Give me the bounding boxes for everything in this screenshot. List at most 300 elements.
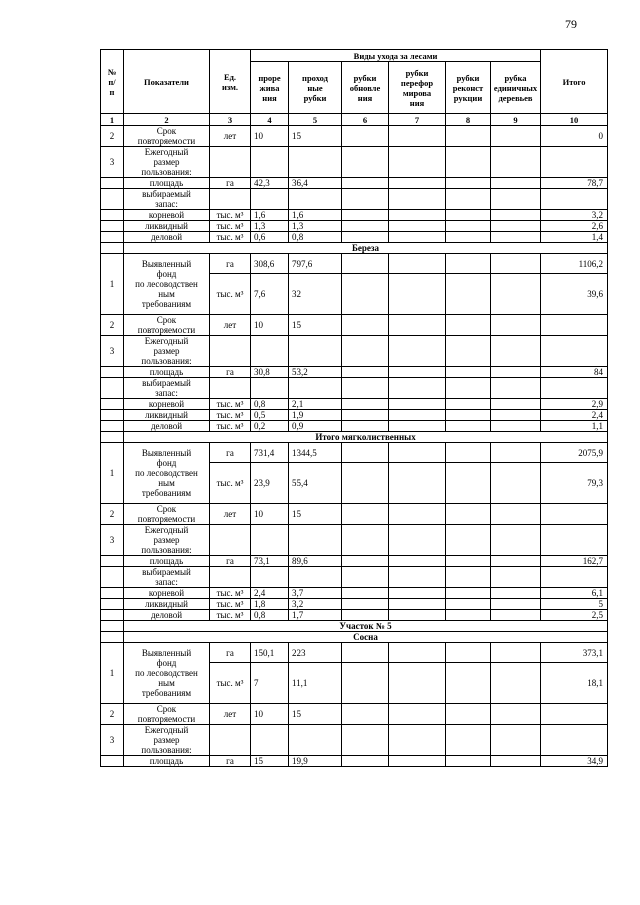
value-cell (289, 189, 342, 210)
value-cell: 19,9 (289, 756, 342, 767)
empty-cell (101, 432, 124, 443)
value-cell (342, 556, 389, 567)
total-cell: 2075,9 (541, 443, 608, 463)
value-cell (342, 421, 389, 432)
unit-cell: тыс. м³ (210, 463, 251, 504)
indicator-label: деловой (124, 421, 210, 432)
row-number (101, 232, 124, 243)
indicator-label: Выявленный фонд по лесоводствен ным требованиям (124, 254, 210, 315)
total-cell (541, 336, 608, 367)
indicator-label: выбираемый запас: (124, 378, 210, 399)
value-cell: 0,8 (289, 232, 342, 243)
value-cell (491, 421, 541, 432)
indicator-label: корневой (124, 399, 210, 410)
indicator-label: Ежегодный размер пользования: (124, 147, 210, 178)
row-number (101, 556, 124, 567)
row-number (101, 410, 124, 421)
indicator-label: Срок повторяемости (124, 504, 210, 525)
value-cell: 30,8 (251, 367, 289, 378)
col-number: 4 (251, 114, 289, 126)
value-cell: 42,3 (251, 178, 289, 189)
section-row (101, 632, 608, 643)
total-cell (541, 704, 608, 725)
table-row (101, 315, 608, 336)
table-row (101, 643, 608, 663)
table-row (101, 567, 608, 588)
value-cell (446, 336, 491, 367)
value-cell (342, 210, 389, 221)
header-type-thinning: проре жива ния (251, 62, 289, 114)
page-number: 79 (565, 17, 577, 31)
value-cell: 731,4 (251, 443, 289, 463)
value-cell: 797,6 (289, 254, 342, 274)
table-row (101, 254, 608, 274)
value-cell (491, 126, 541, 147)
indicator-label: деловой (124, 610, 210, 621)
header-unit: Ед. изм. (210, 50, 251, 114)
value-cell (289, 567, 342, 588)
value-cell (289, 147, 342, 178)
indicator-label: Срок повторяемости (124, 315, 210, 336)
unit-cell: га (210, 756, 251, 767)
indicator-label: Ежегодный размер пользования: (124, 525, 210, 556)
total-cell: 162,7 (541, 556, 608, 567)
row-number (101, 367, 124, 378)
value-cell (491, 178, 541, 189)
unit-cell: га (210, 178, 251, 189)
value-cell (446, 399, 491, 410)
value-cell (446, 610, 491, 621)
value-cell: 1344,5 (289, 443, 342, 463)
value-cell (491, 756, 541, 767)
value-cell (342, 378, 389, 399)
value-cell (389, 663, 446, 704)
row-number: 3 (101, 147, 124, 178)
value-cell (491, 274, 541, 315)
value-cell: 0,8 (251, 399, 289, 410)
section-title: Береза (124, 243, 608, 254)
value-cell (389, 410, 446, 421)
value-cell: 15 (289, 504, 342, 525)
value-cell (289, 525, 342, 556)
value-cell (342, 274, 389, 315)
table-row (101, 147, 608, 178)
section-row (101, 621, 608, 632)
row-number (101, 378, 124, 399)
value-cell (446, 463, 491, 504)
table-row (101, 556, 608, 567)
indicator-label: ликвидный (124, 221, 210, 232)
value-cell (342, 315, 389, 336)
value-cell (389, 399, 446, 410)
table-body (101, 126, 608, 767)
header-type-reformation: рубки перефор мирова ния (389, 62, 446, 114)
unit-cell: тыс. м³ (210, 663, 251, 704)
value-cell (342, 756, 389, 767)
value-cell: 10 (251, 504, 289, 525)
value-cell: 15 (289, 126, 342, 147)
value-cell (251, 525, 289, 556)
value-cell (491, 556, 541, 567)
table-row (101, 178, 608, 189)
row-number: 3 (101, 336, 124, 367)
row-number: 1 (101, 443, 124, 504)
header-num: № п/ п (101, 50, 124, 114)
unit-cell: лет (210, 504, 251, 525)
section-row (101, 243, 608, 254)
total-cell: 2,4 (541, 410, 608, 421)
unit-cell: тыс. м³ (210, 210, 251, 221)
value-cell (251, 567, 289, 588)
value-cell: 2,4 (251, 588, 289, 599)
table-row (101, 756, 608, 767)
value-cell (289, 378, 342, 399)
value-cell (491, 410, 541, 421)
value-cell (342, 410, 389, 421)
table-row (101, 189, 608, 210)
value-cell (446, 178, 491, 189)
unit-cell (210, 189, 251, 210)
value-cell (389, 643, 446, 663)
value-cell (491, 254, 541, 274)
value-cell: 7 (251, 663, 289, 704)
indicator-label: Срок повторяемости (124, 126, 210, 147)
value-cell: 10 (251, 126, 289, 147)
table-row (101, 410, 608, 421)
section-title: Участок № 5 (124, 621, 608, 632)
indicator-label: Выявленный фонд по лесоводствен ным требованиям (124, 443, 210, 504)
value-cell (342, 189, 389, 210)
value-cell (446, 315, 491, 336)
col-number: 10 (541, 114, 608, 126)
value-cell (446, 504, 491, 525)
value-cell: 55,4 (289, 463, 342, 504)
unit-cell: га (210, 254, 251, 274)
total-cell: 0 (541, 126, 608, 147)
value-cell (342, 254, 389, 274)
table-header (101, 50, 608, 126)
value-cell (342, 610, 389, 621)
indicator-label: площадь (124, 556, 210, 567)
value-cell (251, 147, 289, 178)
table-row (101, 399, 608, 410)
row-number: 2 (101, 126, 124, 147)
value-cell (491, 232, 541, 243)
value-cell (491, 378, 541, 399)
indicator-label: корневой (124, 210, 210, 221)
unit-cell: лет (210, 126, 251, 147)
table-row (101, 704, 608, 725)
value-cell (491, 599, 541, 610)
value-cell: 89,6 (289, 556, 342, 567)
value-cell: 15 (251, 756, 289, 767)
row-number (101, 599, 124, 610)
value-cell (491, 725, 541, 756)
total-cell: 1,1 (541, 421, 608, 432)
value-cell (446, 254, 491, 274)
unit-cell: тыс. м³ (210, 399, 251, 410)
unit-cell: га (210, 443, 251, 463)
unit-cell: тыс. м³ (210, 421, 251, 432)
indicator-label: Ежегодный размер пользования: (124, 336, 210, 367)
value-cell (491, 367, 541, 378)
header-type-renewal: рубки обновле ния (342, 62, 389, 114)
header-type-reconstruction: рубки реконст рукции (446, 62, 491, 114)
value-cell (251, 725, 289, 756)
value-cell (389, 756, 446, 767)
row-number (101, 210, 124, 221)
value-cell (389, 378, 446, 399)
row-number (101, 399, 124, 410)
value-cell (446, 126, 491, 147)
value-cell (446, 725, 491, 756)
value-cell: 15 (289, 704, 342, 725)
value-cell (342, 599, 389, 610)
value-cell (446, 367, 491, 378)
value-cell (446, 525, 491, 556)
value-cell (491, 147, 541, 178)
row-number (101, 610, 124, 621)
value-cell: 0,8 (251, 610, 289, 621)
value-cell (446, 378, 491, 399)
value-cell (446, 221, 491, 232)
value-cell (389, 315, 446, 336)
table-row (101, 378, 608, 399)
row-number (101, 221, 124, 232)
table-row (101, 443, 608, 463)
unit-cell: га (210, 643, 251, 663)
value-cell: 308,6 (251, 254, 289, 274)
unit-cell (210, 567, 251, 588)
total-cell (541, 189, 608, 210)
indicator-label: корневой (124, 588, 210, 599)
table-row (101, 126, 608, 147)
value-cell: 0,6 (251, 232, 289, 243)
row-number: 3 (101, 725, 124, 756)
value-cell (342, 367, 389, 378)
total-cell (541, 567, 608, 588)
value-cell (389, 610, 446, 621)
value-cell (389, 421, 446, 432)
unit-cell: га (210, 367, 251, 378)
value-cell: 1,7 (289, 610, 342, 621)
total-cell (541, 315, 608, 336)
header-total: Итого (541, 50, 608, 114)
value-cell (389, 599, 446, 610)
unit-cell (210, 336, 251, 367)
value-cell: 53,2 (289, 367, 342, 378)
value-cell: 2,1 (289, 399, 342, 410)
value-cell (491, 704, 541, 725)
total-cell: 5 (541, 599, 608, 610)
value-cell (491, 399, 541, 410)
value-cell (342, 443, 389, 463)
table-row (101, 232, 608, 243)
value-cell: 15 (289, 315, 342, 336)
column-number-row (101, 114, 608, 126)
unit-cell (210, 378, 251, 399)
value-cell (389, 274, 446, 315)
total-cell: 1106,2 (541, 254, 608, 274)
value-cell (446, 556, 491, 567)
section-title: Итого мягколиственных (124, 432, 608, 443)
value-cell (389, 189, 446, 210)
value-cell (389, 336, 446, 367)
indicator-label: площадь (124, 756, 210, 767)
total-cell (541, 378, 608, 399)
value-cell: 1,3 (251, 221, 289, 232)
indicator-label: площадь (124, 367, 210, 378)
table-row (101, 588, 608, 599)
value-cell (446, 147, 491, 178)
indicator-label: Выявленный фонд по лесоводствен ным требованиям (124, 643, 210, 704)
value-cell (289, 336, 342, 367)
value-cell (446, 599, 491, 610)
unit-cell: тыс. м³ (210, 274, 251, 315)
value-cell (342, 588, 389, 599)
value-cell (491, 210, 541, 221)
value-cell (342, 704, 389, 725)
value-cell: 10 (251, 704, 289, 725)
total-cell: 2,5 (541, 610, 608, 621)
value-cell: 223 (289, 643, 342, 663)
value-cell (491, 336, 541, 367)
indicator-label: Ежегодный размер пользования: (124, 725, 210, 756)
col-number: 3 (210, 114, 251, 126)
indicator-label: ликвидный (124, 599, 210, 610)
value-cell: 3,7 (289, 588, 342, 599)
value-cell (342, 463, 389, 504)
section-title: Сосна (124, 632, 608, 643)
value-cell: 0,5 (251, 410, 289, 421)
unit-cell: тыс. м³ (210, 588, 251, 599)
value-cell (342, 232, 389, 243)
value-cell (491, 588, 541, 599)
value-cell (342, 504, 389, 525)
unit-cell: лет (210, 704, 251, 725)
value-cell (389, 178, 446, 189)
value-cell (389, 725, 446, 756)
empty-cell (101, 632, 124, 643)
value-cell: 36,4 (289, 178, 342, 189)
value-cell (491, 463, 541, 504)
row-number: 1 (101, 643, 124, 704)
value-cell (389, 232, 446, 243)
header-indicator: Показатели (124, 50, 210, 114)
unit-cell (210, 147, 251, 178)
value-cell (389, 463, 446, 504)
unit-cell: тыс. м³ (210, 221, 251, 232)
total-cell: 34,9 (541, 756, 608, 767)
row-number: 1 (101, 254, 124, 315)
value-cell (389, 567, 446, 588)
value-cell (342, 525, 389, 556)
empty-cell (101, 621, 124, 632)
table-row (101, 367, 608, 378)
unit-cell: тыс. м³ (210, 232, 251, 243)
indicator-label: деловой (124, 232, 210, 243)
table-row (101, 599, 608, 610)
value-cell (491, 643, 541, 663)
total-cell: 2,6 (541, 221, 608, 232)
total-cell: 79,3 (541, 463, 608, 504)
value-cell (342, 178, 389, 189)
value-cell (251, 336, 289, 367)
row-number (101, 588, 124, 599)
value-cell: 11,1 (289, 663, 342, 704)
value-cell (342, 643, 389, 663)
value-cell (491, 221, 541, 232)
value-cell (342, 567, 389, 588)
indicator-label: ликвидный (124, 410, 210, 421)
value-cell (446, 421, 491, 432)
total-cell: 373,1 (541, 643, 608, 663)
header-type-passage: проход ные рубки (289, 62, 342, 114)
value-cell (491, 443, 541, 463)
value-cell (446, 410, 491, 421)
row-number: 2 (101, 704, 124, 725)
total-cell: 3,2 (541, 210, 608, 221)
table-row (101, 725, 608, 756)
total-cell: 78,7 (541, 178, 608, 189)
value-cell: 0,9 (289, 421, 342, 432)
indicator-label: выбираемый запас: (124, 189, 210, 210)
row-number: 3 (101, 525, 124, 556)
total-cell (541, 504, 608, 525)
value-cell (342, 725, 389, 756)
total-cell: 1,4 (541, 232, 608, 243)
row-number (101, 421, 124, 432)
col-number: 2 (124, 114, 210, 126)
unit-cell: тыс. м³ (210, 410, 251, 421)
empty-cell (101, 243, 124, 254)
value-cell (251, 378, 289, 399)
value-cell (289, 725, 342, 756)
value-cell (342, 336, 389, 367)
value-cell: 7,6 (251, 274, 289, 315)
value-cell (491, 504, 541, 525)
total-cell: 84 (541, 367, 608, 378)
table-row (101, 421, 608, 432)
header-care-types: Виды ухода за лесами (251, 50, 541, 62)
value-cell: 10 (251, 315, 289, 336)
total-cell: 6,1 (541, 588, 608, 599)
row-number (101, 567, 124, 588)
total-cell: 39,6 (541, 274, 608, 315)
unit-cell: га (210, 556, 251, 567)
total-cell: 2,9 (541, 399, 608, 410)
value-cell (389, 504, 446, 525)
value-cell (389, 221, 446, 232)
total-cell: 18,1 (541, 663, 608, 704)
value-cell (389, 588, 446, 599)
unit-cell: тыс. м³ (210, 610, 251, 621)
value-cell (446, 189, 491, 210)
unit-cell (210, 725, 251, 756)
value-cell (491, 663, 541, 704)
indicator-label: Срок повторяемости (124, 704, 210, 725)
table-row (101, 610, 608, 621)
value-cell (446, 704, 491, 725)
value-cell (389, 367, 446, 378)
section-row (101, 432, 608, 443)
value-cell: 73,1 (251, 556, 289, 567)
value-cell (446, 443, 491, 463)
value-cell (446, 663, 491, 704)
col-number: 5 (289, 114, 342, 126)
value-cell (342, 399, 389, 410)
indicator-label: выбираемый запас: (124, 567, 210, 588)
